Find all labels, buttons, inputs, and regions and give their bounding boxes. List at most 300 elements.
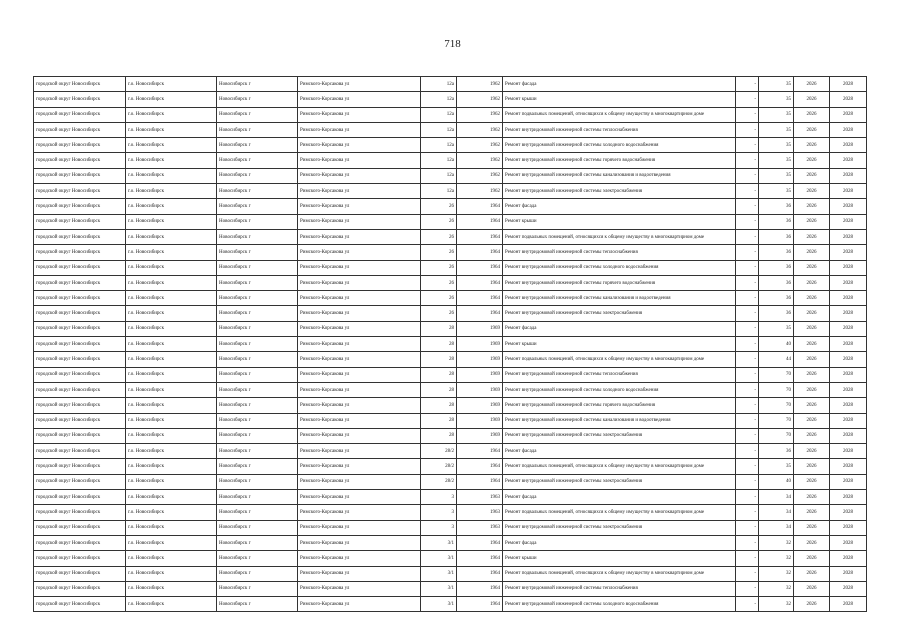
cell-house-number: 28/2 [421, 474, 457, 489]
cell-residential-area: 32 [759, 535, 794, 550]
capital-repair-table [33, 76, 867, 612]
cell-period-start: 2026 [794, 184, 830, 199]
cell-residential-area: 34 [759, 520, 794, 535]
cell-locality: Новосибирск г [217, 535, 298, 550]
cell-street: Римского-Корсакова ул [298, 382, 421, 397]
cell-residential-area: 35 [759, 138, 794, 153]
cell-residential-area: 34 [759, 505, 794, 520]
table-row [34, 398, 867, 413]
cell-settlement: г.о. Новосибирск [126, 275, 217, 290]
cell-settlement: г.о. Новосибирск [126, 490, 217, 505]
cell-work-type: Ремонт фасада [503, 321, 736, 336]
cell-house-number: 26 [421, 214, 457, 229]
cell-street: Римского-Корсакова ул [298, 168, 421, 183]
cell-period-end: 2028 [830, 337, 867, 352]
cell-work-type: Ремонт внутридомовой инженерной системы теплоснабжения [503, 367, 736, 382]
cell-municipality: городской округ Новосибирск [34, 184, 126, 199]
cell-work-type: Ремонт внутридомовой инженерной системы горячего водоснабжения [503, 275, 736, 290]
table-row [34, 199, 867, 214]
cell-build-year: 1964 [457, 444, 503, 459]
cell-settlement: г.о. Новосибирск [126, 122, 217, 137]
cell-residential-area: 32 [759, 597, 794, 612]
cell-residential-area: 70 [759, 382, 794, 397]
table-row [34, 153, 867, 168]
cell-settlement: г.о. Новосибирск [126, 428, 217, 443]
cell-locality: Новосибирск г [217, 597, 298, 612]
cell-settlement: г.о. Новосибирск [126, 352, 217, 367]
cell-municipality: городской округ Новосибирск [34, 444, 126, 459]
cell-house-number: 12а [421, 122, 457, 137]
cell-municipality: городской округ Новосибирск [34, 92, 126, 107]
cell-house-number: 28 [421, 352, 457, 367]
cell-residential-area: 35 [759, 459, 794, 474]
cell-municipality: городской округ Новосибирск [34, 398, 126, 413]
cell-residential-area: 36 [759, 245, 794, 260]
cell-work-type: Ремонт крыши [503, 337, 736, 352]
cell-build-year: 1969 [457, 398, 503, 413]
cell-planned-cost: - [736, 168, 759, 183]
cell-planned-cost: - [736, 382, 759, 397]
cell-planned-cost: - [736, 184, 759, 199]
table-row [34, 275, 867, 290]
cell-planned-cost: - [736, 367, 759, 382]
page-number: 718 [444, 38, 461, 50]
cell-locality: Новосибирск г [217, 245, 298, 260]
cell-settlement: г.о. Новосибирск [126, 214, 217, 229]
cell-house-number: 28 [421, 413, 457, 428]
cell-residential-area: 36 [759, 275, 794, 290]
cell-municipality: городской округ Новосибирск [34, 122, 126, 137]
table-row [34, 77, 867, 92]
cell-period-end: 2028 [830, 551, 867, 566]
cell-street: Римского-Корсакова ул [298, 321, 421, 336]
cell-period-end: 2028 [830, 398, 867, 413]
cell-street: Римского-Корсакова ул [298, 459, 421, 474]
cell-house-number: 12а [421, 168, 457, 183]
cell-build-year: 1962 [457, 92, 503, 107]
cell-period-end: 2028 [830, 535, 867, 550]
cell-settlement: г.о. Новосибирск [126, 505, 217, 520]
cell-period-start: 2026 [794, 153, 830, 168]
cell-period-start: 2026 [794, 245, 830, 260]
cell-municipality: городской округ Новосибирск [34, 214, 126, 229]
table-row [34, 321, 867, 336]
cell-locality: Новосибирск г [217, 382, 298, 397]
cell-work-type: Ремонт подвальных помещений, относящихся к общему имуществу в многоквартирном доме [503, 107, 736, 122]
cell-build-year: 1969 [457, 428, 503, 443]
cell-locality: Новосибирск г [217, 459, 298, 474]
cell-settlement: г.о. Новосибирск [126, 291, 217, 306]
table-row [34, 566, 867, 581]
cell-settlement: г.о. Новосибирск [126, 92, 217, 107]
table-body [34, 77, 867, 612]
cell-municipality: городской округ Новосибирск [34, 490, 126, 505]
cell-period-end: 2028 [830, 92, 867, 107]
cell-build-year: 1964 [457, 214, 503, 229]
cell-build-year: 1964 [457, 229, 503, 244]
table-row [34, 260, 867, 275]
cell-period-end: 2028 [830, 474, 867, 489]
cell-street: Римского-Корсакова ул [298, 214, 421, 229]
cell-house-number: 12а [421, 77, 457, 92]
cell-street: Римского-Корсакова ул [298, 291, 421, 306]
cell-settlement: г.о. Новосибирск [126, 551, 217, 566]
cell-house-number: 28/2 [421, 459, 457, 474]
cell-build-year: 1963 [457, 520, 503, 535]
cell-house-number: 26 [421, 291, 457, 306]
cell-period-start: 2026 [794, 581, 830, 596]
cell-planned-cost: - [736, 245, 759, 260]
cell-work-type: Ремонт внутридомовой инженерной системы электроснабжения [503, 306, 736, 321]
cell-residential-area: 36 [759, 306, 794, 321]
cell-street: Римского-Корсакова ул [298, 245, 421, 260]
cell-settlement: г.о. Новосибирск [126, 337, 217, 352]
cell-settlement: г.о. Новосибирск [126, 367, 217, 382]
cell-period-start: 2026 [794, 275, 830, 290]
cell-build-year: 1964 [457, 245, 503, 260]
cell-planned-cost: - [736, 260, 759, 275]
cell-build-year: 1964 [457, 459, 503, 474]
cell-build-year: 1962 [457, 168, 503, 183]
cell-residential-area: 35 [759, 168, 794, 183]
cell-planned-cost: - [736, 291, 759, 306]
cell-street: Римского-Корсакова ул [298, 107, 421, 122]
cell-work-type: Ремонт фасада [503, 199, 736, 214]
cell-settlement: г.о. Новосибирск [126, 229, 217, 244]
table-row [34, 352, 867, 367]
cell-planned-cost: - [736, 199, 759, 214]
cell-period-start: 2026 [794, 535, 830, 550]
cell-municipality: городской округ Новосибирск [34, 291, 126, 306]
cell-period-end: 2028 [830, 275, 867, 290]
cell-build-year: 1969 [457, 337, 503, 352]
cell-planned-cost: - [736, 490, 759, 505]
cell-locality: Новосибирск г [217, 291, 298, 306]
cell-settlement: г.о. Новосибирск [126, 444, 217, 459]
cell-municipality: городской округ Новосибирск [34, 138, 126, 153]
cell-municipality: городской округ Новосибирск [34, 199, 126, 214]
cell-street: Римского-Корсакова ул [298, 275, 421, 290]
cell-planned-cost: - [736, 597, 759, 612]
cell-planned-cost: - [736, 352, 759, 367]
cell-municipality: городской округ Новосибирск [34, 352, 126, 367]
cell-municipality: городской округ Новосибирск [34, 229, 126, 244]
cell-house-number: 28 [421, 428, 457, 443]
cell-house-number: 26 [421, 275, 457, 290]
cell-build-year: 1964 [457, 260, 503, 275]
cell-locality: Новосибирск г [217, 229, 298, 244]
cell-work-type: Ремонт внутридомовой инженерной системы холодного водоснабжения [503, 260, 736, 275]
cell-locality: Новосибирск г [217, 199, 298, 214]
cell-period-end: 2028 [830, 352, 867, 367]
table-row [34, 520, 867, 535]
cell-house-number: 28/2 [421, 444, 457, 459]
cell-municipality: городской округ Новосибирск [34, 520, 126, 535]
cell-street: Римского-Корсакова ул [298, 428, 421, 443]
cell-work-type: Ремонт внутридомовой инженерной системы электроснабжения [503, 184, 736, 199]
cell-street: Римского-Корсакова ул [298, 229, 421, 244]
cell-period-start: 2026 [794, 520, 830, 535]
cell-period-end: 2028 [830, 138, 867, 153]
cell-house-number: 26 [421, 229, 457, 244]
cell-municipality: городской округ Новосибирск [34, 566, 126, 581]
cell-period-start: 2026 [794, 398, 830, 413]
cell-build-year: 1962 [457, 77, 503, 92]
cell-planned-cost: - [736, 306, 759, 321]
cell-period-start: 2026 [794, 214, 830, 229]
cell-settlement: г.о. Новосибирск [126, 184, 217, 199]
cell-street: Римского-Корсакова ул [298, 260, 421, 275]
cell-locality: Новосибирск г [217, 551, 298, 566]
cell-street: Римского-Корсакова ул [298, 535, 421, 550]
cell-planned-cost: - [736, 581, 759, 596]
cell-work-type: Ремонт внутридомовой инженерной системы холодного водоснабжения [503, 597, 736, 612]
cell-house-number: 28 [421, 321, 457, 336]
cell-period-start: 2026 [794, 291, 830, 306]
cell-settlement: г.о. Новосибирск [126, 245, 217, 260]
cell-period-end: 2028 [830, 382, 867, 397]
cell-residential-area: 36 [759, 199, 794, 214]
cell-work-type: Ремонт фасада [503, 77, 736, 92]
cell-municipality: городской округ Новосибирск [34, 245, 126, 260]
cell-municipality: городской округ Новосибирск [34, 337, 126, 352]
cell-residential-area: 44 [759, 352, 794, 367]
cell-house-number: 12а [421, 184, 457, 199]
table-row [34, 551, 867, 566]
cell-planned-cost: - [736, 428, 759, 443]
cell-build-year: 1969 [457, 382, 503, 397]
cell-planned-cost: - [736, 444, 759, 459]
cell-period-start: 2026 [794, 428, 830, 443]
table-row [34, 474, 867, 489]
cell-settlement: г.о. Новосибирск [126, 168, 217, 183]
cell-street: Римского-Корсакова ул [298, 490, 421, 505]
cell-period-end: 2028 [830, 199, 867, 214]
table-row [34, 291, 867, 306]
cell-house-number: 3/1 [421, 535, 457, 550]
cell-municipality: городской округ Новосибирск [34, 597, 126, 612]
cell-locality: Новосибирск г [217, 122, 298, 137]
cell-municipality: городской округ Новосибирск [34, 581, 126, 596]
cell-planned-cost: - [736, 107, 759, 122]
cell-municipality: городской округ Новосибирск [34, 505, 126, 520]
cell-period-end: 2028 [830, 168, 867, 183]
cell-period-start: 2026 [794, 474, 830, 489]
cell-planned-cost: - [736, 474, 759, 489]
cell-planned-cost: - [736, 214, 759, 229]
cell-municipality: городской округ Новосибирск [34, 107, 126, 122]
cell-municipality: городской округ Новосибирск [34, 306, 126, 321]
cell-street: Римского-Корсакова ул [298, 184, 421, 199]
cell-residential-area: 70 [759, 367, 794, 382]
cell-work-type: Ремонт внутридомовой инженерной системы электроснабжения [503, 520, 736, 535]
cell-residential-area: 32 [759, 581, 794, 596]
cell-locality: Новосибирск г [217, 490, 298, 505]
cell-locality: Новосибирск г [217, 444, 298, 459]
cell-settlement: г.о. Новосибирск [126, 398, 217, 413]
cell-settlement: г.о. Новосибирск [126, 138, 217, 153]
cell-period-end: 2028 [830, 77, 867, 92]
cell-house-number: 3 [421, 490, 457, 505]
cell-period-start: 2026 [794, 107, 830, 122]
cell-house-number: 28 [421, 367, 457, 382]
cell-period-end: 2028 [830, 153, 867, 168]
cell-period-end: 2028 [830, 184, 867, 199]
table-row [34, 168, 867, 183]
cell-locality: Новосибирск г [217, 275, 298, 290]
cell-settlement: г.о. Новосибирск [126, 413, 217, 428]
cell-build-year: 1964 [457, 581, 503, 596]
cell-municipality: городской округ Новосибирск [34, 413, 126, 428]
cell-residential-area: 35 [759, 77, 794, 92]
cell-build-year: 1963 [457, 505, 503, 520]
cell-residential-area: 35 [759, 153, 794, 168]
cell-period-end: 2028 [830, 260, 867, 275]
cell-period-start: 2026 [794, 229, 830, 244]
cell-house-number: 26 [421, 199, 457, 214]
cell-work-type: Ремонт внутридомовой инженерной системы холодного водоснабжения [503, 138, 736, 153]
cell-municipality: городской округ Новосибирск [34, 321, 126, 336]
cell-settlement: г.о. Новосибирск [126, 382, 217, 397]
cell-locality: Новосибирск г [217, 520, 298, 535]
cell-planned-cost: - [736, 413, 759, 428]
cell-period-end: 2028 [830, 520, 867, 535]
table-row [34, 535, 867, 550]
cell-period-end: 2028 [830, 444, 867, 459]
cell-build-year: 1964 [457, 199, 503, 214]
cell-residential-area: 40 [759, 474, 794, 489]
cell-locality: Новосибирск г [217, 398, 298, 413]
cell-build-year: 1969 [457, 367, 503, 382]
cell-work-type: Ремонт внутридомовой инженерной системы канализования и водоотведения [503, 413, 736, 428]
cell-residential-area: 70 [759, 398, 794, 413]
cell-locality: Новосибирск г [217, 321, 298, 336]
cell-work-type: Ремонт крыши [503, 92, 736, 107]
cell-planned-cost: - [736, 92, 759, 107]
cell-period-end: 2028 [830, 107, 867, 122]
cell-locality: Новосибирск г [217, 337, 298, 352]
cell-house-number: 26 [421, 306, 457, 321]
cell-work-type: Ремонт внутридомовой инженерной системы холодного водоснабжения [503, 382, 736, 397]
cell-work-type: Ремонт внутридомовой инженерной системы канализования и водоотведения [503, 168, 736, 183]
cell-period-start: 2026 [794, 168, 830, 183]
table-row [34, 138, 867, 153]
cell-locality: Новосибирск г [217, 92, 298, 107]
cell-work-type: Ремонт внутридомовой инженерной системы горячего водоснабжения [503, 153, 736, 168]
cell-residential-area: 70 [759, 428, 794, 443]
cell-planned-cost: - [736, 138, 759, 153]
table-row [34, 382, 867, 397]
cell-settlement: г.о. Новосибирск [126, 474, 217, 489]
cell-municipality: городской округ Новосибирск [34, 459, 126, 474]
cell-work-type: Ремонт внутридомовой инженерной системы теплоснабжения [503, 245, 736, 260]
table-row [34, 581, 867, 596]
cell-locality: Новосибирск г [217, 77, 298, 92]
cell-settlement: г.о. Новосибирск [126, 535, 217, 550]
cell-locality: Новосибирск г [217, 428, 298, 443]
cell-period-start: 2026 [794, 459, 830, 474]
table-row [34, 229, 867, 244]
cell-locality: Новосибирск г [217, 367, 298, 382]
cell-municipality: городской округ Новосибирск [34, 367, 126, 382]
cell-planned-cost: - [736, 77, 759, 92]
cell-street: Римского-Корсакова ул [298, 566, 421, 581]
cell-period-start: 2026 [794, 92, 830, 107]
cell-planned-cost: - [736, 398, 759, 413]
cell-residential-area: 70 [759, 413, 794, 428]
cell-house-number: 3 [421, 520, 457, 535]
table-row [34, 122, 867, 137]
cell-residential-area: 36 [759, 229, 794, 244]
cell-period-start: 2026 [794, 566, 830, 581]
cell-period-start: 2026 [794, 337, 830, 352]
table-row [34, 597, 867, 612]
cell-residential-area: 35 [759, 122, 794, 137]
cell-period-end: 2028 [830, 428, 867, 443]
cell-municipality: городской округ Новосибирск [34, 275, 126, 290]
cell-locality: Новосибирск г [217, 260, 298, 275]
cell-street: Римского-Корсакова ул [298, 444, 421, 459]
cell-build-year: 1964 [457, 597, 503, 612]
cell-municipality: городской округ Новосибирск [34, 428, 126, 443]
cell-period-end: 2028 [830, 367, 867, 382]
cell-locality: Новосибирск г [217, 566, 298, 581]
cell-period-end: 2028 [830, 597, 867, 612]
cell-street: Римского-Корсакова ул [298, 367, 421, 382]
cell-street: Римского-Корсакова ул [298, 551, 421, 566]
cell-period-end: 2028 [830, 291, 867, 306]
cell-municipality: городской округ Новосибирск [34, 153, 126, 168]
cell-period-start: 2026 [794, 352, 830, 367]
cell-work-type: Ремонт подвальных помещений, относящихся к общему имуществу в многоквартирном доме [503, 352, 736, 367]
cell-residential-area: 32 [759, 566, 794, 581]
cell-municipality: городской округ Новосибирск [34, 474, 126, 489]
cell-house-number: 12а [421, 138, 457, 153]
cell-settlement: г.о. Новосибирск [126, 566, 217, 581]
cell-house-number: 28 [421, 337, 457, 352]
cell-period-start: 2026 [794, 505, 830, 520]
cell-build-year: 1962 [457, 184, 503, 199]
cell-house-number: 3/1 [421, 566, 457, 581]
cell-period-end: 2028 [830, 566, 867, 581]
cell-period-end: 2028 [830, 321, 867, 336]
cell-build-year: 1969 [457, 321, 503, 336]
cell-build-year: 1969 [457, 352, 503, 367]
cell-work-type: Ремонт внутридомовой инженерной системы теплоснабжения [503, 122, 736, 137]
cell-build-year: 1969 [457, 413, 503, 428]
cell-planned-cost: - [736, 551, 759, 566]
cell-period-end: 2028 [830, 229, 867, 244]
table-row [34, 337, 867, 352]
table-row [34, 413, 867, 428]
cell-locality: Новосибирск г [217, 168, 298, 183]
cell-street: Римского-Корсакова ул [298, 398, 421, 413]
cell-work-type: Ремонт внутридомовой инженерной системы горячего водоснабжения [503, 398, 736, 413]
table-row [34, 505, 867, 520]
cell-residential-area: 35 [759, 107, 794, 122]
cell-planned-cost: - [736, 321, 759, 336]
cell-work-type: Ремонт фасада [503, 535, 736, 550]
cell-house-number: 3/1 [421, 581, 457, 596]
cell-street: Римского-Корсакова ул [298, 505, 421, 520]
cell-street: Римского-Корсакова ул [298, 199, 421, 214]
cell-residential-area: 35 [759, 321, 794, 336]
cell-locality: Новосибирск г [217, 153, 298, 168]
cell-house-number: 26 [421, 260, 457, 275]
cell-street: Римского-Корсакова ул [298, 92, 421, 107]
cell-period-start: 2026 [794, 306, 830, 321]
table-row [34, 306, 867, 321]
